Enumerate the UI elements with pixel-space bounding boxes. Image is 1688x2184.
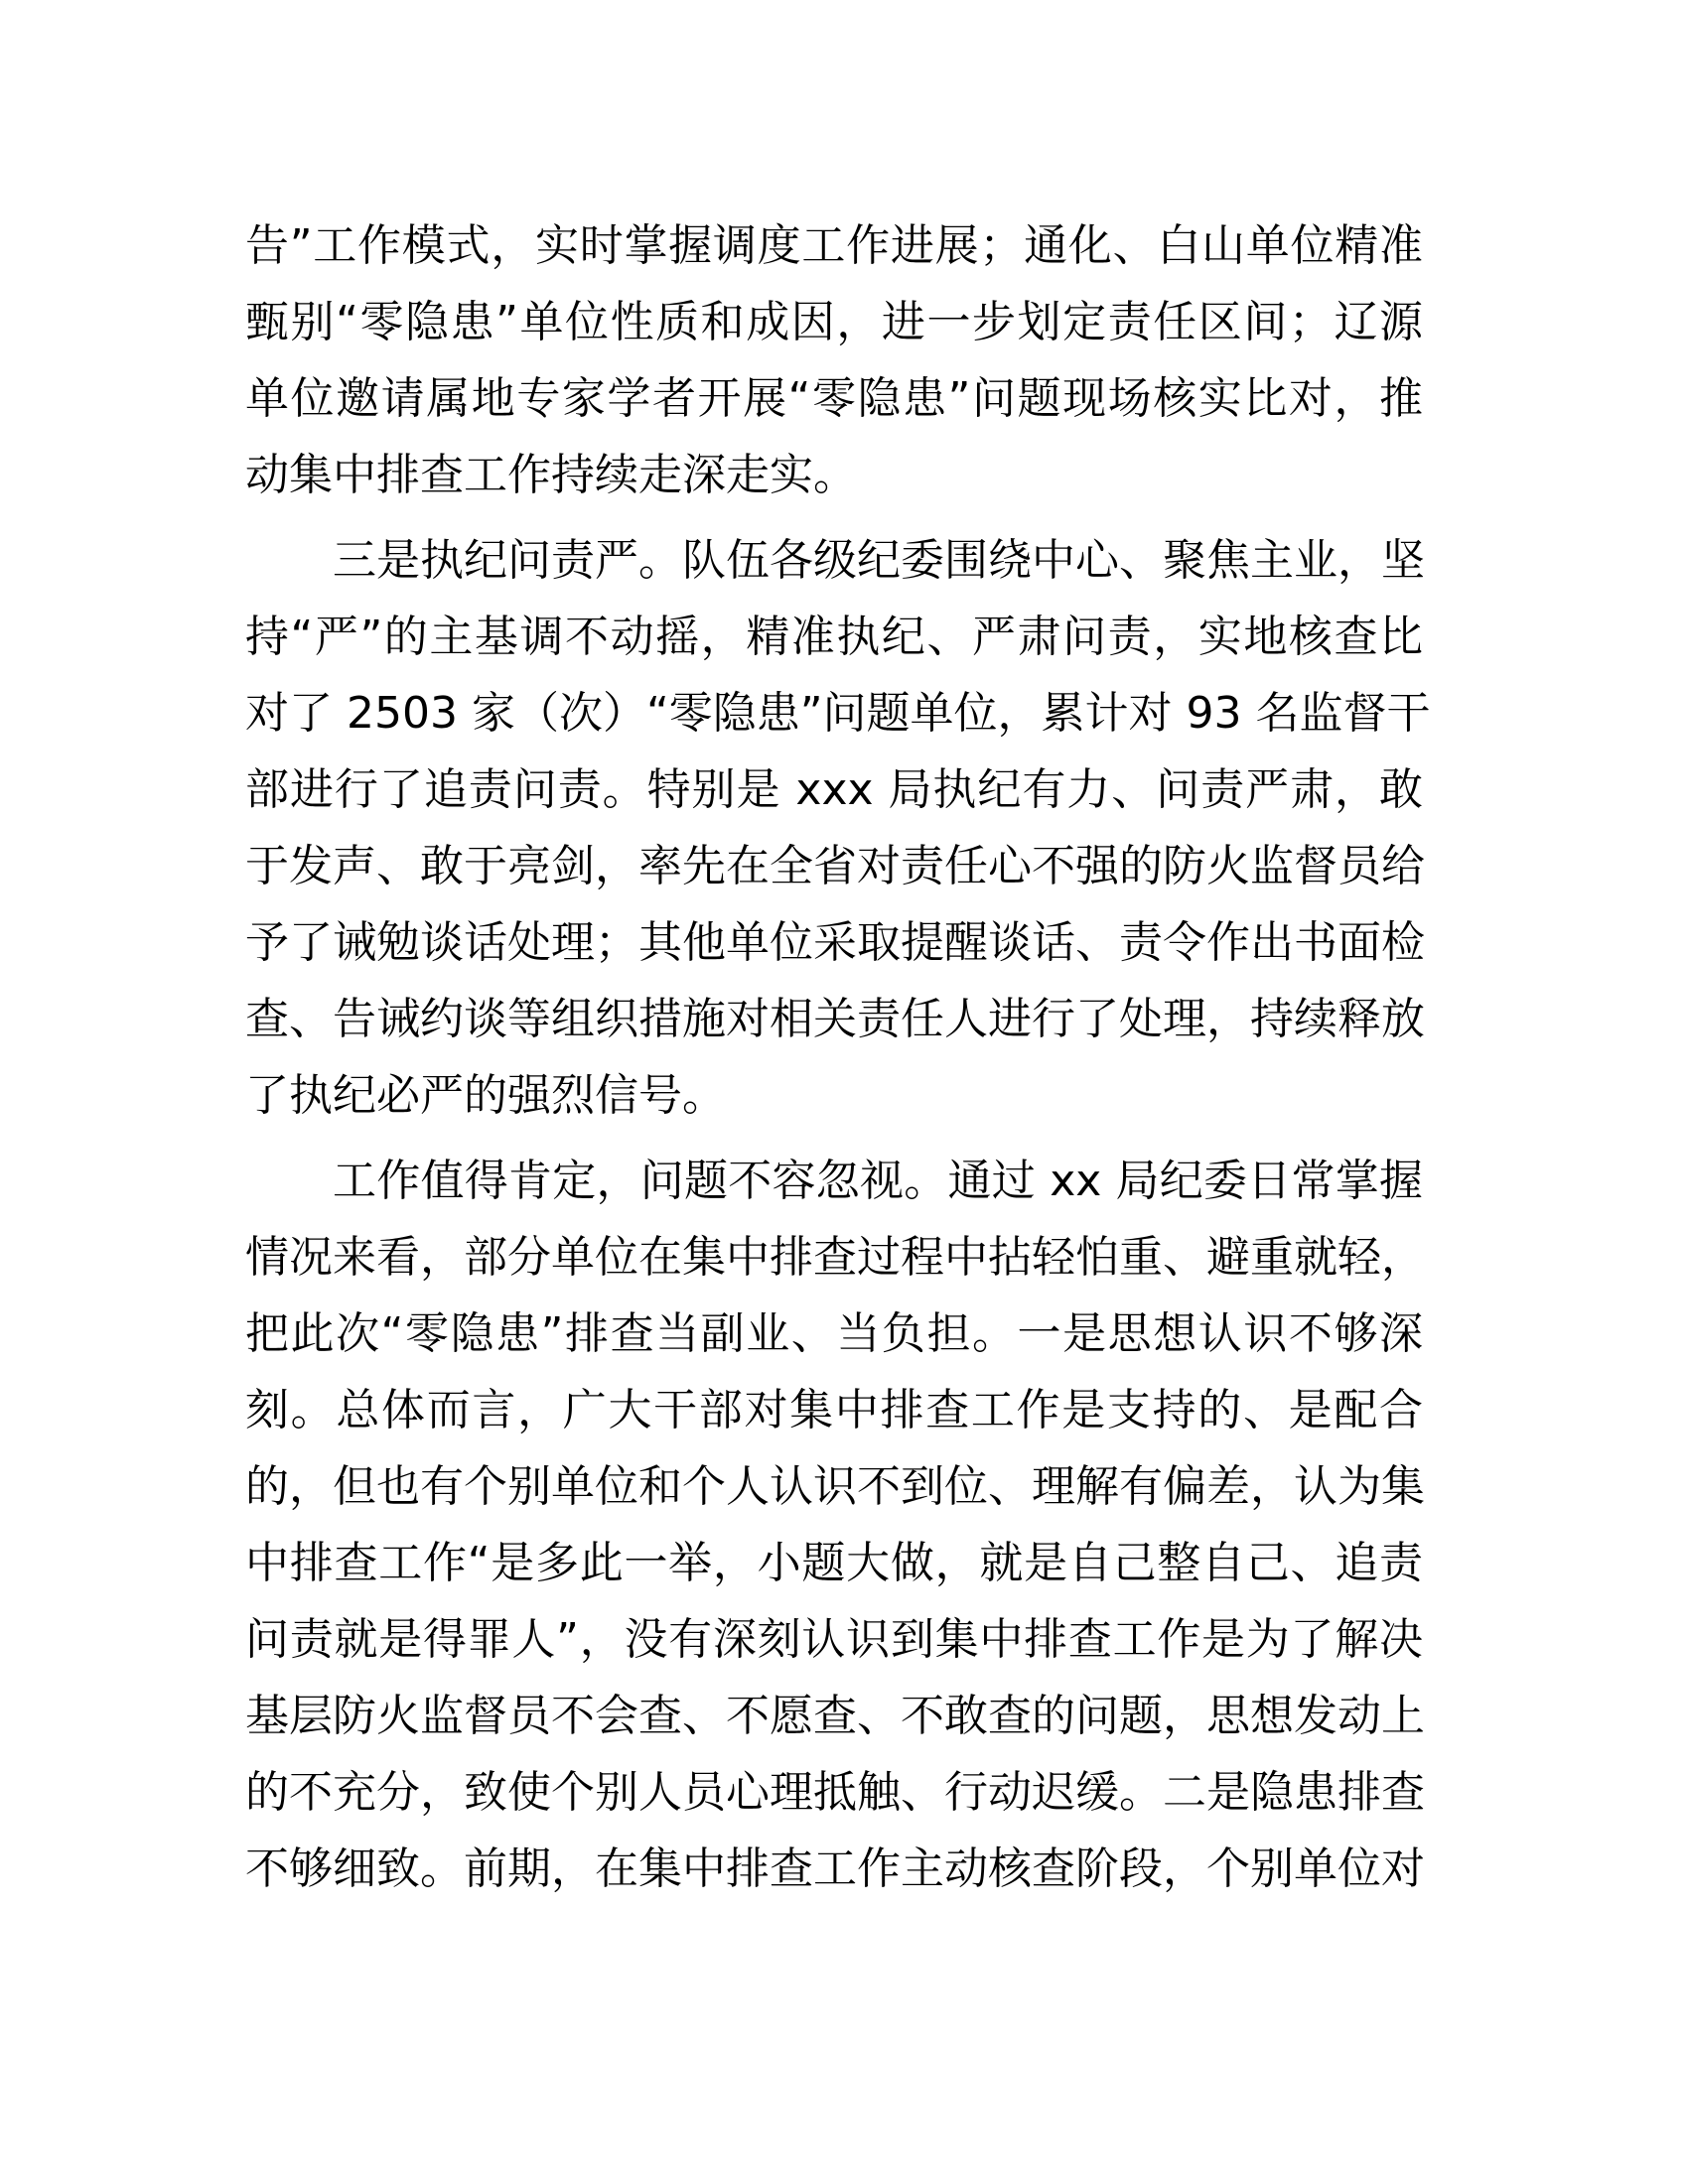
paragraph-3 [245,1143,1423,1907]
text-line: 的不充分，致使个别人员心理抵触、行动迟缓。二是隐患排查 [245,1767,1425,1818]
text-line: 持“严”的主基调不动摇，精准执纪、严肃问责，实地核查比 [245,612,1423,662]
text-line: 单位邀请属地专家学者开展“零隐患”问题现场核实比对，推 [245,373,1423,424]
text-line: 基层防火监督员不会查、不愿查、不敢查的问题，思想发动上 [245,1691,1425,1741]
paragraph-2 [245,522,1431,1134]
text-line: 对了 2503 家（次）“零隐患”问题单位，累计对 93 名监督干 [245,688,1431,739]
text-line: 把此次“零隐患”排查当副业、当负担。一是思想认识不够深 [245,1308,1423,1359]
text-line: 的，但也有个别单位和个人认识不到位、理解有偏差，认为集 [245,1461,1425,1512]
text-line: 部进行了追责问责。特别是 xxx 局执纪有力、问责严肃，敢 [245,764,1423,815]
text-line: 问责就是得罪人”，没有深刻认识到集中排查工作是为了解决 [245,1614,1423,1665]
text-line: 中排查工作“是多此一举，小题大做，就是自己整自己、追责 [245,1538,1423,1588]
text-line: 情况来看，部分单位在集中排查过程中拈轻怕重、避重就轻， [245,1232,1425,1283]
text-line: 告”工作模式，实时掌握调度工作进展；通化、白山单位精准 [245,220,1423,271]
text-line: 工作值得肯定，问题不容忽视。通过 xx 局纪委日常掌握 [333,1156,1423,1206]
document-page [245,207,1431,1916]
text-line: 动集中排查工作持续走深走实。 [245,450,857,500]
text-line: 了执纪必严的强烈信号。 [245,1070,726,1121]
paragraph-1 [245,207,1423,513]
text-line: 不够细致。前期，在集中排查工作主动核查阶段，个别单位对 [245,1843,1425,1894]
text-line: 甄别“零隐患”单位性质和成因，进一步划定责任区间；辽源 [245,297,1423,347]
text-line: 查、告诫约谈等组织措施对相关责任人进行了处理，持续释放 [245,994,1425,1044]
text-line: 刻。总体而言，广大干部对集中排查工作是支持的、是配合 [245,1385,1423,1435]
text-line: 三是执纪问责严。队伍各级纪委围绕中心、聚焦主业，坚 [333,535,1425,586]
text-line: 予了诫勉谈话处理；其他单位采取提醒谈话、责令作出书面检 [245,917,1425,968]
text-line: 于发声、敢于亮剑，率先在全省对责任心不强的防火监督员给 [245,841,1425,891]
